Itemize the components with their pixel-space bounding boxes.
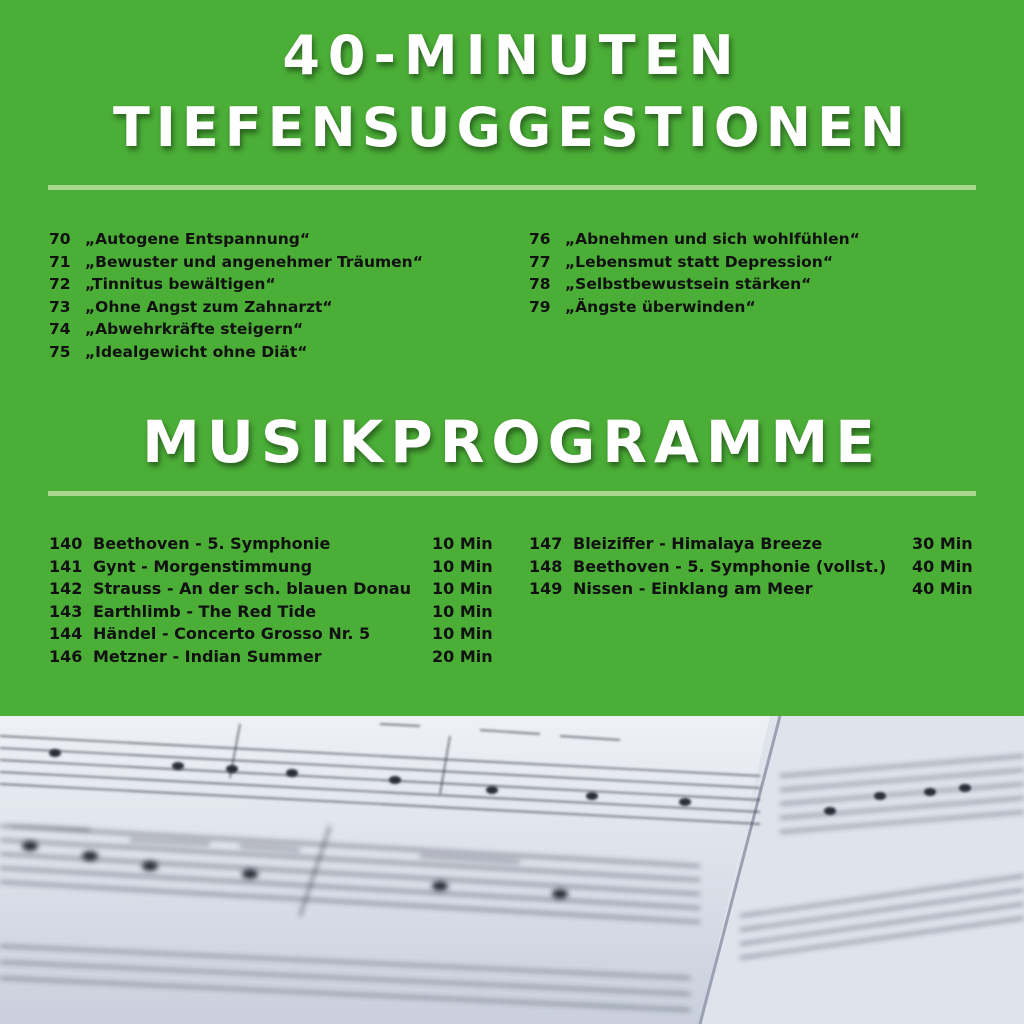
table-row [49, 533, 499, 556]
item-number: 74 [49, 320, 71, 339]
item-title: „Abnehmen und sich wohlfühlen“ [565, 230, 860, 248]
program-number: 140 [49, 534, 83, 553]
program-title: Earthlimb - The Red Tide [93, 601, 317, 621]
list-item [529, 296, 860, 319]
list-item [49, 273, 423, 296]
item-number: 72 [49, 275, 71, 294]
list-item [529, 228, 860, 251]
item-number: 79 [529, 297, 551, 316]
table-row [49, 646, 499, 669]
program-title: Nissen - Einklang am Meer [573, 579, 813, 599]
program-title: Gynt - Morgenstimmung [93, 556, 313, 576]
list-item [49, 228, 423, 251]
program-title: Bleiziffer - Himalaya Breeze [573, 534, 823, 553]
list-item [49, 318, 423, 341]
table-row [49, 556, 499, 579]
table-row [529, 533, 979, 556]
program-number: 149 [529, 579, 563, 599]
program-number: 146 [49, 646, 83, 666]
suggestions-list-right [529, 228, 860, 318]
program-title: Händel - Concerto Grosso Nr. 5 [93, 624, 371, 644]
music-list-right [529, 533, 979, 601]
divider-suggestions [48, 185, 976, 190]
sheet-music-photo [0, 716, 1024, 1024]
program-title: Metzner - Indian Summer [93, 646, 322, 666]
item-title: „Ohne Angst zum Zahnarzt“ [85, 297, 333, 316]
program-duration: 10 Min [432, 624, 493, 644]
item-title: „Abwehrkräfte steigern“ [85, 320, 304, 339]
program-title: Beethoven - 5. Symphonie [93, 534, 331, 553]
program-duration: 40 Min [912, 556, 973, 576]
item-number: 77 [529, 252, 551, 271]
program-duration: 10 Min [432, 556, 493, 576]
table-row [49, 623, 499, 646]
program-duration: 20 Min [432, 646, 493, 666]
program-title: Strauss - An der sch. blauen Donau [93, 579, 412, 599]
program-title: Beethoven - 5. Symphonie (vollst.) [573, 556, 887, 576]
list-item [49, 341, 423, 364]
list-item [529, 251, 860, 274]
table-row [49, 578, 499, 601]
sheet-music-illustration [0, 716, 1024, 1024]
program-duration: 10 Min [432, 601, 493, 621]
list-item [49, 296, 423, 319]
item-number: 78 [529, 275, 551, 294]
item-title: „Idealgewicht ohne Diät“ [85, 342, 308, 361]
table-row [529, 578, 979, 601]
list-item [529, 273, 860, 296]
program-number: 148 [529, 556, 563, 576]
item-title: „Ängste überwinden“ [565, 297, 756, 316]
item-title: „Lebensmut statt Depression“ [565, 252, 834, 271]
music-heading: MUSIKPROGRAMME [142, 408, 882, 476]
table-row [49, 601, 499, 624]
item-title: „Tinnitus bewältigen“ [85, 275, 276, 294]
program-duration: 10 Min [432, 579, 493, 599]
suggestions-list-left [49, 228, 423, 364]
item-number: 76 [529, 230, 551, 248]
table-row [529, 556, 979, 579]
item-number: 71 [49, 252, 71, 271]
program-duration: 30 Min [912, 534, 973, 553]
program-number: 141 [49, 556, 83, 576]
heading-line-2: TIEFENSUGGESTIONEN [112, 96, 912, 159]
program-number: 144 [49, 624, 83, 644]
program-number: 147 [529, 534, 563, 553]
list-item [49, 251, 423, 274]
item-number: 70 [49, 230, 71, 248]
program-number: 142 [49, 579, 83, 599]
music-list-left [49, 533, 499, 669]
item-title: „Bewuster und angenehmer Träumen“ [85, 252, 423, 271]
program-duration: 40 Min [912, 579, 973, 599]
heading-line-1: 40-MINUTEN [282, 24, 742, 87]
item-title: „Selbstbewustsein stärken“ [565, 275, 812, 294]
program-duration: 10 Min [432, 534, 493, 553]
item-number: 75 [49, 342, 71, 361]
program-number: 143 [49, 601, 83, 621]
item-number: 73 [49, 297, 71, 316]
divider-music [48, 491, 976, 496]
item-title: „Autogene Entspannung“ [85, 230, 311, 248]
